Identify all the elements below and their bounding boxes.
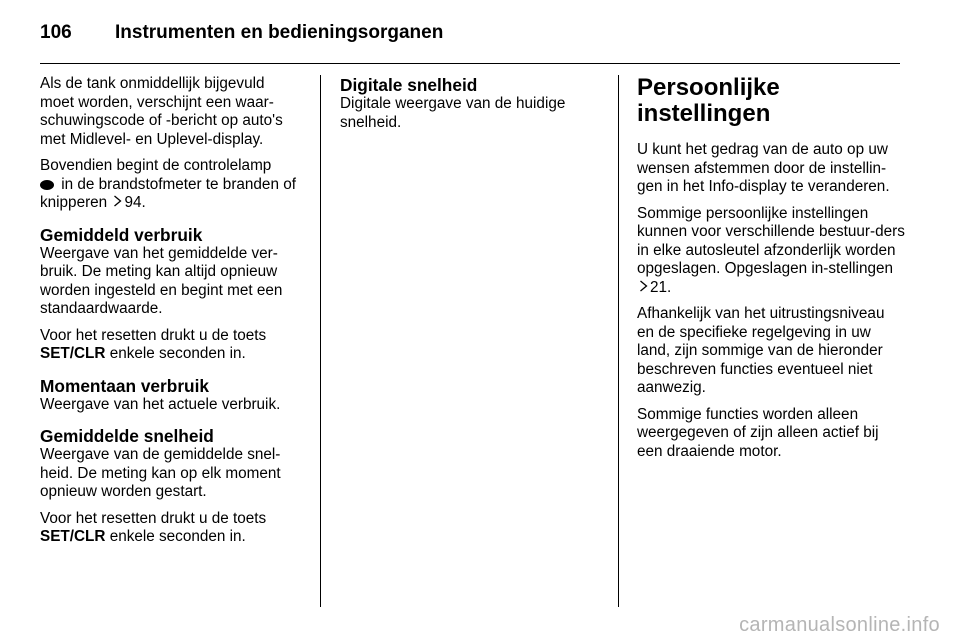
paragraph-text: enkele seconden in. bbox=[109, 528, 246, 545]
column-left bbox=[40, 75, 302, 555]
paragraph-text: Bovendien begint de controlelamp bbox=[40, 157, 272, 174]
page-reference-icon bbox=[639, 279, 648, 298]
paragraph: Weergave van het gemiddelde ver-bruik. De meting kan altijd opnieuw worden ingesteld en begint met een standaardwaarde. bbox=[40, 244, 283, 317]
column-right bbox=[637, 75, 905, 469]
paragraph: Als de tank onmiddellijk bijgevuld moet worden, verschijnt een waar-schuwingscode of -bericht op auto's met Midlevel- en Uplevel-display. bbox=[40, 75, 283, 148]
section-heading: Gemiddelde snelheid bbox=[40, 426, 214, 446]
paragraph-text: Voor het resetten drukt u de toets bbox=[40, 509, 267, 527]
page-title: Instrumenten en bedieningsorganen bbox=[115, 22, 444, 43]
paragraph: Sommige functies worden alleen weergegeven of zijn alleen actief bij een draaiende motor. bbox=[637, 405, 879, 460]
paragraph bbox=[637, 205, 905, 298]
chapter-heading: Persoonlijke instellingen bbox=[637, 74, 780, 127]
page-header bbox=[40, 18, 920, 48]
column-divider bbox=[618, 75, 619, 607]
paragraph: U kunt het gedrag van de auto op uw wensen afstemmen door de instellin-gen in het Info-display te veranderen. bbox=[637, 141, 890, 195]
paragraph: Digitale weergave van de huidige snelheid. bbox=[340, 95, 566, 131]
section-heading: Digitale snelheid bbox=[340, 75, 478, 95]
page-reference[interactable]: 94. bbox=[124, 194, 146, 211]
header-divider bbox=[40, 63, 900, 64]
paragraph bbox=[40, 157, 302, 213]
paragraph: Weergave van de gemiddelde snel-heid. De meting kan op elk moment opnieuw worden gestart. bbox=[40, 446, 281, 500]
page-number: 106 bbox=[40, 22, 72, 43]
paragraph-text: Sommige persoonlijke instellingen kunnen voor verschillende bestuur-ders in elke autosleutel afzonderlijk worden opgeslagen. Opgeslagen in-stellingen bbox=[637, 204, 905, 277]
section-heading: Gemiddeld verbruik bbox=[40, 224, 203, 245]
page-reference[interactable]: 21. bbox=[650, 278, 672, 296]
paragraph-text: enkele seconden in. bbox=[109, 345, 246, 362]
paragraph-text: in de brandstofmeter te branden of knipperen bbox=[40, 175, 296, 211]
paragraph: Weergave van het actuele verbruik. bbox=[40, 395, 281, 413]
paragraph-text: Voor het resetten drukt u de toets bbox=[40, 326, 267, 344]
key-label: SET/CLR bbox=[40, 528, 106, 545]
paragraph: Afhankelijk van het uitrustingsniveau en de specifieke regelgeving in uw land, zijn sommige van de hieronder beschreven functies eventueel niet aanwezig. bbox=[637, 305, 885, 396]
fuel-lamp-icon bbox=[40, 180, 54, 190]
column-middle bbox=[340, 75, 602, 140]
watermark: carmanualsonline.info bbox=[739, 614, 940, 636]
page-reference-icon bbox=[113, 194, 122, 213]
paragraph bbox=[40, 510, 302, 547]
section-heading: Momentaan verbruik bbox=[40, 375, 210, 396]
paragraph bbox=[40, 327, 302, 364]
key-label: SET/CLR bbox=[40, 345, 106, 362]
column-divider bbox=[320, 75, 321, 607]
